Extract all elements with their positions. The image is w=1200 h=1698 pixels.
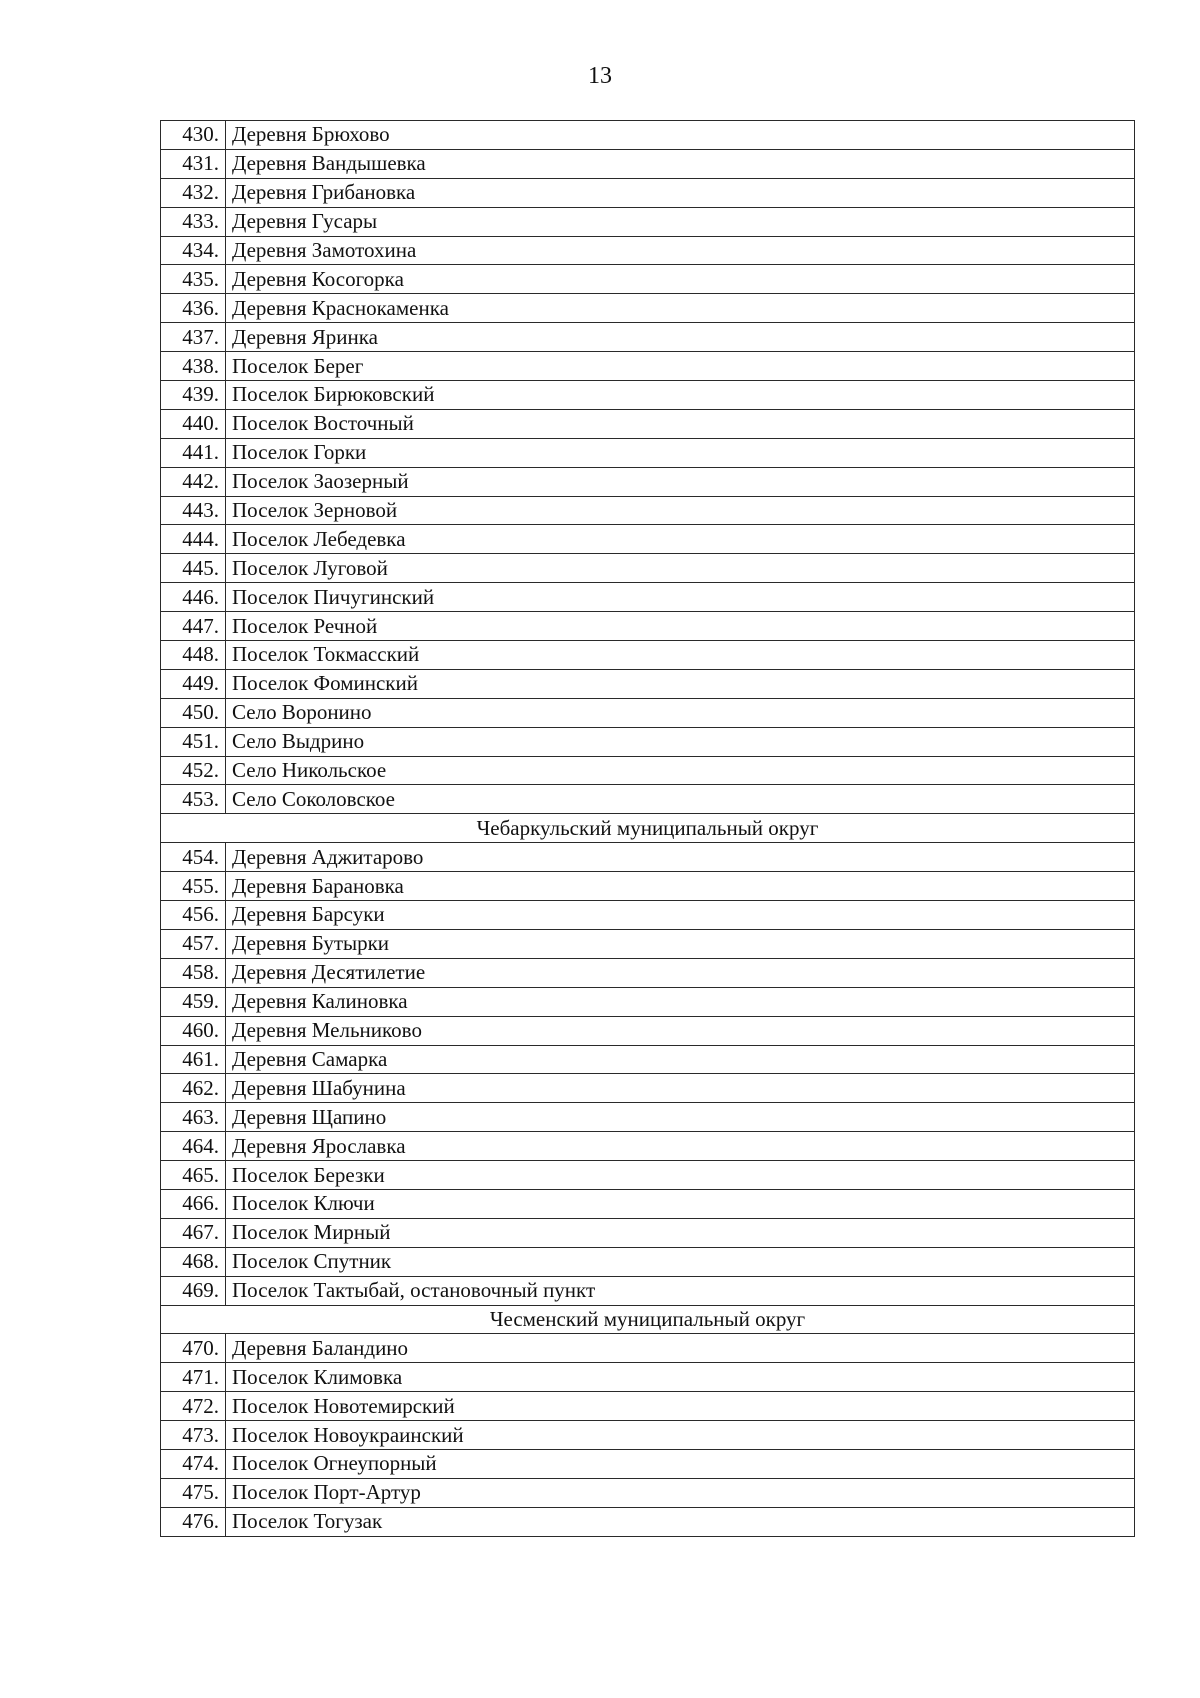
table-row [161,1247,1135,1276]
settlement-name: Поселок Огнеупорный [226,1449,1135,1478]
settlement-name: Деревня Замотохина [226,236,1135,265]
row-number: 438. [161,352,226,381]
settlement-name: Село Соколовское [226,785,1135,814]
row-number: 454. [161,843,226,872]
row-number: 471. [161,1363,226,1392]
row-number: 432. [161,178,226,207]
row-number: 458. [161,958,226,987]
row-number: 434. [161,236,226,265]
table-row [161,149,1135,178]
table-row [161,1449,1135,1478]
table-row [161,467,1135,496]
table-row [161,987,1135,1016]
row-number: 433. [161,207,226,236]
settlement-name: Поселок Пичугинский [226,583,1135,612]
table-row [161,583,1135,612]
settlement-name: Село Воронино [226,698,1135,727]
row-number: 456. [161,901,226,930]
table-row [161,1103,1135,1132]
row-number: 453. [161,785,226,814]
table-row [161,698,1135,727]
settlement-name: Поселок Ключи [226,1189,1135,1218]
table-row [161,1045,1135,1074]
row-number: 441. [161,438,226,467]
row-number: 465. [161,1161,226,1190]
row-number: 475. [161,1478,226,1507]
section-heading: Чебаркульский муниципальный округ [161,814,1135,843]
row-number: 446. [161,583,226,612]
row-number: 457. [161,929,226,958]
row-number: 473. [161,1421,226,1450]
row-number: 437. [161,323,226,352]
settlement-name: Деревня Самарка [226,1045,1135,1074]
row-number: 474. [161,1449,226,1478]
table-row [161,525,1135,554]
settlement-name: Поселок Березки [226,1161,1135,1190]
row-number: 462. [161,1074,226,1103]
row-number: 466. [161,1189,226,1218]
settlements-table [160,120,1135,1537]
settlement-name: Поселок Заозерный [226,467,1135,496]
settlement-name: Поселок Берег [226,352,1135,381]
table-row [161,669,1135,698]
row-number: 450. [161,698,226,727]
settlement-name: Поселок Мирный [226,1218,1135,1247]
table-row [161,1276,1135,1305]
settlement-name: Деревня Шабунина [226,1074,1135,1103]
table-row [161,1392,1135,1421]
table-row [161,785,1135,814]
settlement-name: Деревня Гусары [226,207,1135,236]
table-row [161,1016,1135,1045]
settlement-name: Деревня Щапино [226,1103,1135,1132]
table-row [161,1132,1135,1161]
settlement-name: Деревня Барановка [226,872,1135,901]
settlement-name: Деревня Калиновка [226,987,1135,1016]
table-row [161,496,1135,525]
settlement-name: Поселок Фоминский [226,669,1135,698]
table-row [161,872,1135,901]
table-row [161,929,1135,958]
table-row [161,1334,1135,1363]
settlement-name: Поселок Речной [226,612,1135,641]
table-row [161,641,1135,670]
row-number: 445. [161,554,226,583]
table-row [161,294,1135,323]
table-row [161,1074,1135,1103]
settlement-name: Поселок Климовка [226,1363,1135,1392]
table-row [161,265,1135,294]
row-number: 470. [161,1334,226,1363]
table-row [161,381,1135,410]
settlement-name: Поселок Лебедевка [226,525,1135,554]
page-number: 13 [588,63,612,89]
row-number: 463. [161,1103,226,1132]
settlement-name: Поселок Зерновой [226,496,1135,525]
table-row [161,1161,1135,1190]
table-row [161,207,1135,236]
row-number: 443. [161,496,226,525]
table-row [161,1218,1135,1247]
row-number: 449. [161,669,226,698]
settlement-name: Поселок Токмасский [226,641,1135,670]
table-row [161,843,1135,872]
row-number: 431. [161,149,226,178]
table-row [161,121,1135,150]
settlement-name: Поселок Новотемирский [226,1392,1135,1421]
row-number: 435. [161,265,226,294]
settlement-name: Поселок Спутник [226,1247,1135,1276]
settlement-name: Поселок Горки [226,438,1135,467]
row-number: 476. [161,1507,226,1536]
table-row [161,727,1135,756]
table-row [161,1507,1135,1536]
table-row [161,236,1135,265]
row-number: 442. [161,467,226,496]
settlement-name: Село Выдрино [226,727,1135,756]
row-number: 452. [161,756,226,785]
row-number: 469. [161,1276,226,1305]
section-header-row [161,814,1135,843]
settlement-name: Деревня Вандышевка [226,149,1135,178]
settlement-name: Деревня Косогорка [226,265,1135,294]
table-row [161,438,1135,467]
settlement-name: Деревня Бутырки [226,929,1135,958]
row-number: 468. [161,1247,226,1276]
settlement-name: Село Никольское [226,756,1135,785]
settlement-name: Поселок Тактыбай, остановочный пункт [226,1276,1135,1305]
settlement-name: Поселок Бирюковский [226,381,1135,410]
table-row [161,323,1135,352]
table-row [161,409,1135,438]
settlement-name: Деревня Краснокаменка [226,294,1135,323]
table-row [161,1421,1135,1450]
settlements-table-body [161,121,1135,1537]
row-number: 444. [161,525,226,554]
row-number: 436. [161,294,226,323]
row-number: 467. [161,1218,226,1247]
row-number: 464. [161,1132,226,1161]
settlement-name: Деревня Грибановка [226,178,1135,207]
row-number: 460. [161,1016,226,1045]
settlement-name: Деревня Аджитарово [226,843,1135,872]
table-row [161,1189,1135,1218]
settlement-name: Деревня Ярославка [226,1132,1135,1161]
table-row [161,554,1135,583]
settlement-name: Поселок Порт-Артур [226,1478,1135,1507]
settlement-name: Деревня Барсуки [226,901,1135,930]
settlement-name: Деревня Брюхово [226,121,1135,150]
table-row [161,178,1135,207]
settlement-name: Поселок Луговой [226,554,1135,583]
table-row [161,901,1135,930]
row-number: 461. [161,1045,226,1074]
row-number: 448. [161,641,226,670]
settlement-name: Деревня Яринка [226,323,1135,352]
settlement-name: Поселок Восточный [226,409,1135,438]
row-number: 459. [161,987,226,1016]
settlement-name: Деревня Баландино [226,1334,1135,1363]
section-heading: Чесменский муниципальный округ [161,1305,1135,1334]
settlement-name: Поселок Тогузак [226,1507,1135,1536]
table-row [161,756,1135,785]
settlement-name: Деревня Мельниково [226,1016,1135,1045]
section-header-row [161,1305,1135,1334]
row-number: 455. [161,872,226,901]
row-number: 440. [161,409,226,438]
settlement-name: Поселок Новоукраинский [226,1421,1135,1450]
table-row [161,612,1135,641]
row-number: 430. [161,121,226,150]
row-number: 447. [161,612,226,641]
row-number: 439. [161,381,226,410]
table-row [161,352,1135,381]
table-row [161,1363,1135,1392]
table-row [161,958,1135,987]
table-row [161,1478,1135,1507]
row-number: 451. [161,727,226,756]
row-number: 472. [161,1392,226,1421]
settlement-name: Деревня Десятилетие [226,958,1135,987]
